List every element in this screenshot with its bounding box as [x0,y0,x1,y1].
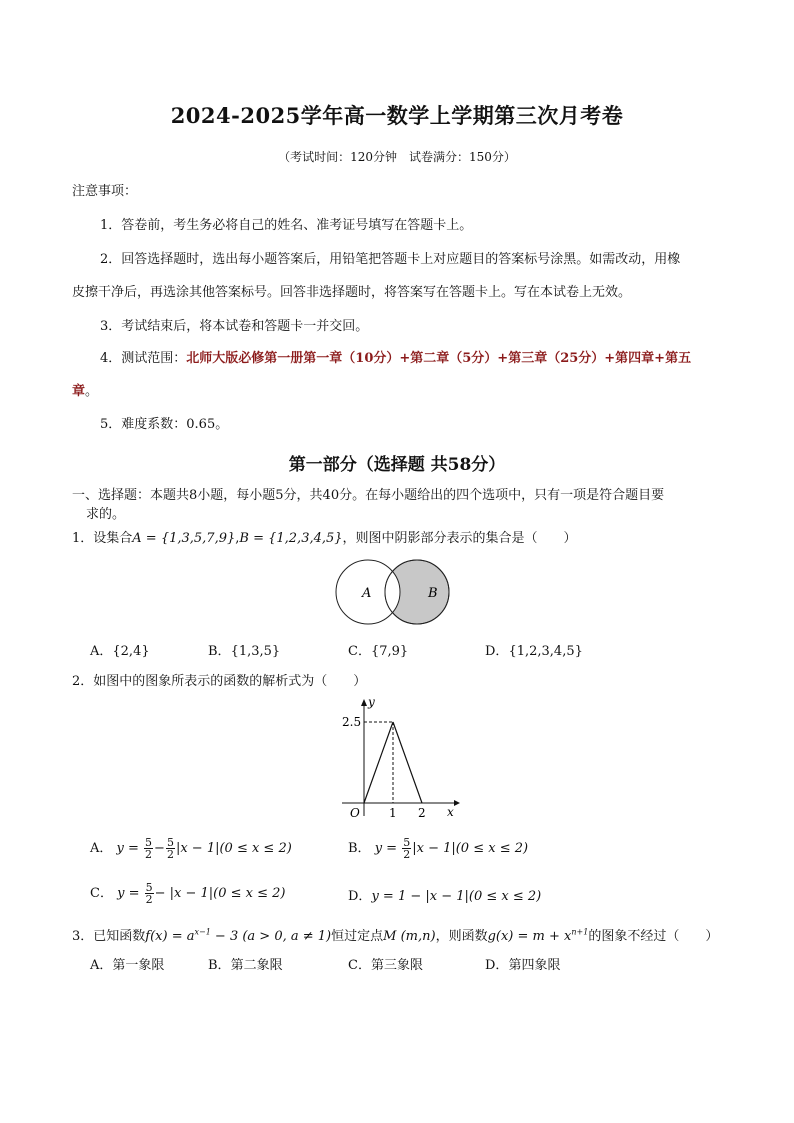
q3-option-c-label: C． [348,958,371,973]
numerator: 5 [166,836,174,849]
q3-mid2: ，则函数 [435,929,488,944]
q1-option-d-value: {1,2,3,4,5} [508,644,583,659]
q1-option-d-label: D． [485,644,509,659]
y-axis-label: y [368,695,375,709]
q2-option-a-rest: |x − 1|(0 ≤ x ≤ 2) [175,841,292,856]
x-axis-arrow [454,800,460,806]
fraction [144,837,153,860]
note-2-line2: 皮擦干净后，再选涂其他答案标号。回答非选择题时，将答案写在答题卡上。写在本试卷上无效。 [72,285,632,300]
q3-func-f-rest: − 3 (a > 0, a ≠ 1) [210,929,332,944]
note-5: 5．难度系数：0.65。 [100,417,229,432]
q2-option-c-lhs: y = [117,886,140,901]
q1-set-b: B = {1,2,3,4,5} [239,531,343,546]
q1-option-a[interactable] [90,640,150,659]
q1-option-b-value: {1,3,5} [230,644,281,659]
q1-option-c-value: {7,9} [370,644,409,659]
numerator: 5 [145,881,153,894]
q2-option-c-rest: − |x − 1|(0 ≤ x ≤ 2) [154,886,286,901]
note-2-line1: 2．回答选择题时，选出每小题答案后，用铅笔把答题卡上对应题目的答案标号涂黑。如需改动，用橡 [100,252,681,267]
q1-set-a: A = {1,3,5,7,9} [132,531,236,546]
venn-diagram [330,552,465,632]
q1-suffix: ，则图中阴影部分表示的集合是（ ） [342,531,577,546]
q1-option-d[interactable] [485,640,583,659]
exam-subtitle: （考试时间：120分钟 试卷满分：150分） [278,150,516,164]
x-axis-label: x [447,805,454,819]
test-range-line2: 章 [72,384,86,399]
q3-point: M (m,n) [383,929,436,944]
graph-falling-segment [393,722,422,803]
section-intro-line2: 求的。 [86,507,126,522]
q3-f-exponent: x−1 [194,927,211,937]
q1-option-a-label: A． [90,644,113,659]
q3-option-c[interactable] [348,954,423,973]
section-title: 第一部分（选择题 共58分） [288,455,506,475]
q1-option-a-value: {2,4} [112,644,150,659]
q3-option-a-value: 第一象限 [112,958,165,973]
denominator: 2 [145,848,153,861]
question-3-stem [72,925,718,944]
y-axis-arrow [361,699,367,706]
note-1: 1．答卷前，考生务必将自己的姓名、准考证号填写在答题卡上。 [100,218,473,233]
q3-option-c-value: 第三象限 [370,958,423,973]
graph-rising-segment [364,722,393,803]
section-intro-line1: 一、选择题：本题共8小题，每小题5分，共40分。在每小题给出的四个选项中，只有一项是符合题目要 [72,488,665,503]
denominator: 2 [403,848,411,861]
q3-func-g: g(x) = m + x [487,929,572,944]
q3-option-b-value: 第二象限 [230,958,283,973]
minus-sign: − [154,841,165,856]
y-tick-label: 2.5 [342,715,362,729]
denominator: 2 [145,893,153,906]
denominator: 2 [166,848,174,861]
note-4-line1 [100,347,691,366]
fraction [145,882,154,905]
q3-mid: 恒过定点 [331,929,384,944]
q3-option-a[interactable] [90,954,164,973]
fraction [166,837,175,860]
q3-option-d-label: D． [485,958,509,973]
q3-option-d[interactable] [485,954,560,973]
x-tick-2: 2 [418,806,426,820]
q2-option-d-expr: y = 1 − |x − 1|(0 ≤ x ≤ 2) [371,889,542,904]
function-graph [332,694,462,824]
q2-option-a-lhs: y = [116,841,139,856]
q2-option-d-label: D． [348,889,372,904]
q3-func-f: f(x) = a [145,929,195,944]
exam-title: 2024-2025学年高一数学上学期第三次月考卷 [170,103,624,128]
q1-prefix: 1．设集合 [72,531,133,546]
origin-label: O [350,806,360,820]
q3-option-d-value: 第四象限 [508,958,561,973]
notes-heading: 注意事项： [72,184,138,199]
note-4-end: 。 [85,384,99,399]
q2-option-c-label: C． [90,886,113,901]
q2-option-b[interactable] [348,837,528,860]
q2-option-a[interactable] [90,837,292,860]
venn-label-a: A [362,586,372,601]
question-2-stem: 2．如图中的图象所表示的函数的解析式为（ ） [72,674,367,689]
q2-option-a-label: A． [90,841,113,856]
numerator: 5 [145,836,153,849]
q2-option-d[interactable] [348,885,541,904]
q1-option-b[interactable] [208,640,280,659]
question-1-stem [72,527,577,546]
x-tick-1: 1 [389,806,397,820]
q3-option-b[interactable] [208,954,283,973]
q3-option-b-label: B． [208,958,231,973]
numerator: 5 [403,836,411,849]
q3-option-a-label: A． [90,958,113,973]
q1-option-c[interactable] [348,640,408,659]
q1-option-c-label: C． [348,644,371,659]
note-3: 3．考试结束后，将本试卷和答题卡一并交回。 [100,319,369,334]
q2-option-b-lhs: y = [374,841,398,856]
q1-comma: , [235,531,240,546]
q2-option-b-rest: |x − 1|(0 ≤ x ≤ 2) [412,841,529,856]
note-4-line2 [72,380,98,399]
venn-label-b: B [428,586,438,601]
q1-option-b-label: B． [208,644,231,659]
note-4-prefix: 4．测试范围： [100,351,187,366]
q3-g-exponent: n+1 [571,927,589,937]
q2-option-c[interactable] [90,882,286,905]
test-range-line1: 北师大版必修第一册第一章（10分）+第二章（5分）+第三章（25分）+第四章+第五 [186,351,692,366]
q2-option-b-label: B． [348,841,371,856]
q3-suffix: 的图象不经过（ ） [588,929,719,944]
q3-prefix: 3．已知函数 [72,929,146,944]
fraction [402,837,411,860]
